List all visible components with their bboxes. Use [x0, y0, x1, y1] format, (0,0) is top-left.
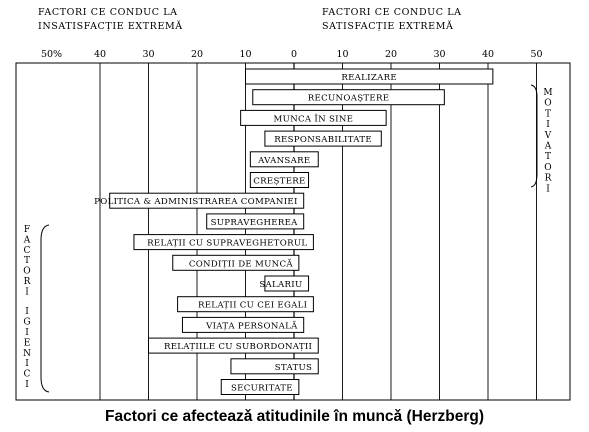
group-label-motivators: M: [543, 88, 553, 98]
group-label-motivators: O: [544, 162, 552, 173]
group-label-hygiene: R: [23, 277, 31, 287]
header-left-line1: FACTORI CE CONDUC LA: [38, 7, 178, 18]
bar-label: REALIZARE: [341, 73, 398, 83]
x-tick-label: 20: [190, 49, 204, 60]
bar-label: POLITICA & ADMINISTRAREA COMPANIEI: [94, 197, 298, 208]
group-label-hygiene: T: [23, 256, 31, 267]
group-label-hygiene: I: [25, 307, 29, 318]
group-label-motivators: I: [546, 184, 550, 195]
group-label-motivators: A: [544, 141, 552, 152]
chart-caption: Factori ce afecteazǎ atitudinile în muncǎ (Herzberg): [105, 408, 484, 425]
x-tick-label: 50: [530, 49, 543, 60]
group-label-motivators: T: [544, 152, 552, 163]
group-label-hygiene: F: [23, 225, 31, 235]
bar-label: CONDIȚII DE MUNCĂ: [188, 259, 293, 270]
bar-label: STATUS: [274, 362, 313, 373]
group-label-hygiene: C: [23, 369, 31, 380]
x-tick-label: 10: [336, 49, 349, 60]
x-tick-label: 20: [384, 49, 398, 60]
x-tick-label: 10: [239, 49, 252, 60]
bar-label: CREȘTERE: [253, 176, 306, 187]
x-tick-label: 30: [142, 49, 155, 60]
x-tick-label: 40: [481, 49, 495, 60]
header-right-line2: SATISFACȚIE EXTREMĂ: [322, 21, 454, 32]
header-left-line2: INSATISFACȚIE EXTREMĂ: [38, 21, 183, 32]
group-label-hygiene: A: [23, 235, 31, 246]
bar-label: SECURITATE: [230, 383, 293, 394]
bar-label: RESPONSABILITATE: [274, 135, 372, 146]
group-label-hygiene: I: [25, 379, 29, 390]
group-label-hygiene: N: [23, 348, 31, 359]
bracket-hygiene: [41, 225, 49, 392]
bar-label: RELAȚII CU CEI EGALI: [197, 300, 308, 311]
group-label-motivators: V: [544, 130, 552, 141]
x-tick-label: 40: [93, 49, 107, 60]
bar-label: SALARIU: [259, 280, 303, 290]
group-label-hygiene: O: [23, 266, 31, 277]
group-label-motivators: R: [544, 173, 552, 184]
bar-label: SUPRAVEGHEREA: [210, 217, 298, 228]
bar-label: MUNCA ÎN SINE: [273, 114, 354, 125]
group-label-motivators: O: [544, 98, 552, 109]
bar-label: RELAȚIILE CU SUBORDONAȚII: [163, 342, 313, 353]
x-tick-label: 0: [290, 49, 298, 60]
bar-label: RECUNOAȘTERE: [307, 93, 390, 104]
group-label-motivators: T: [544, 109, 552, 120]
group-label-hygiene: I: [25, 327, 29, 338]
group-label-hygiene: E: [23, 338, 31, 349]
bar-label: VIAȚA PERSONALĂ: [206, 321, 298, 332]
group-label-hygiene: I: [25, 287, 29, 298]
group-label-motivators: I: [546, 120, 550, 131]
group-label-hygiene: C: [23, 245, 31, 256]
x-tick-label: 30: [433, 49, 446, 60]
x-tick-label: 50%: [40, 49, 63, 60]
group-label-hygiene: G: [23, 317, 31, 328]
bar-label: AVANSARE: [258, 155, 311, 166]
bar-label: RELAȚII CU SUPRAVEGHETORUL: [147, 238, 308, 249]
group-label-hygiene: I: [25, 359, 29, 370]
header-right-line1: FACTORI CE CONDUC LA: [322, 7, 462, 18]
